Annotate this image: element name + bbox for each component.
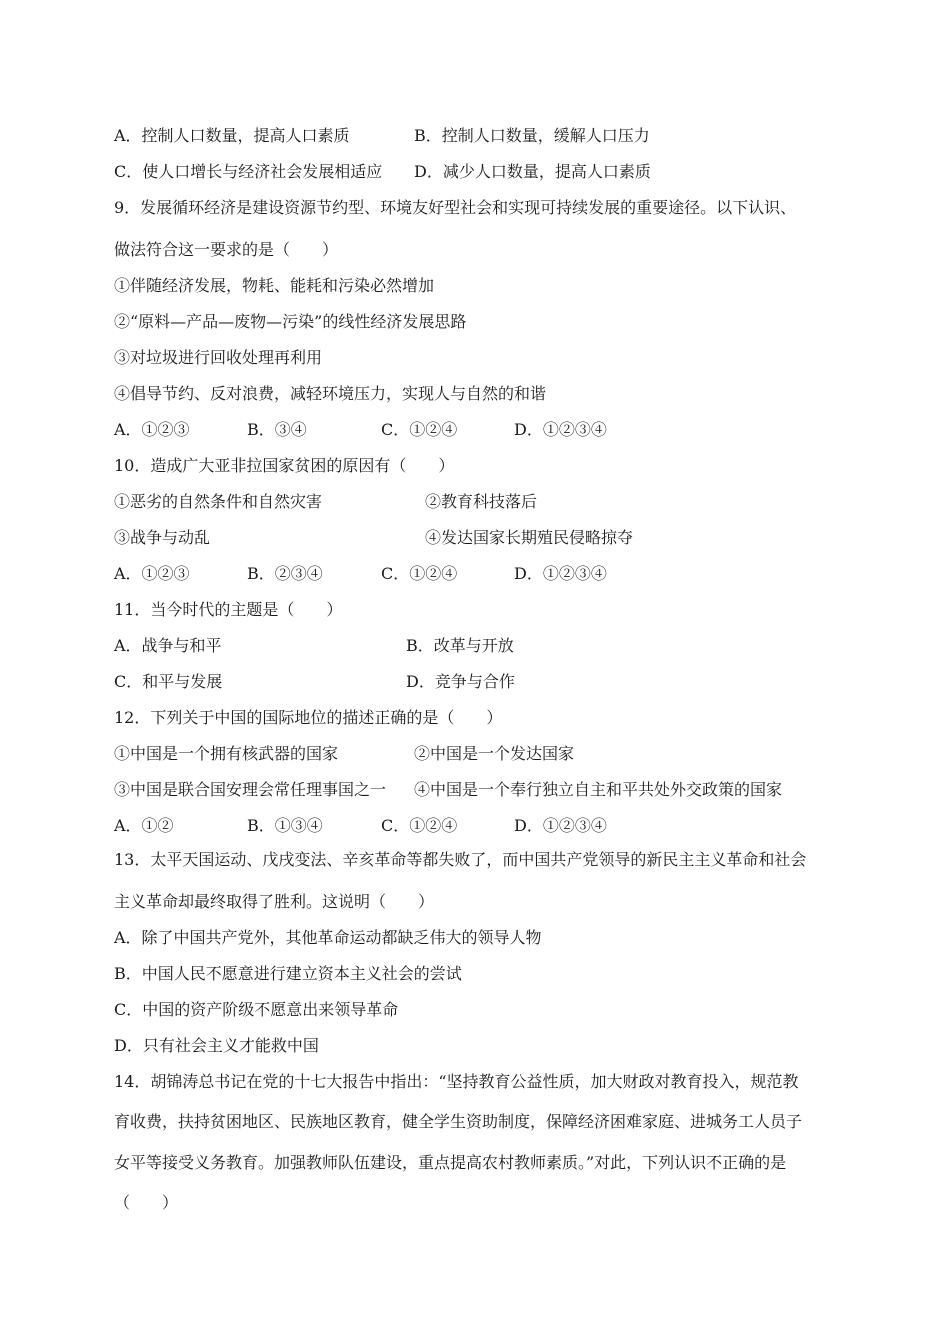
- q9-item-1: ①伴随经济发展，物耗、能耗和污染必然增加: [114, 276, 435, 295]
- q9-stem-line-1: 9．发展循环经济是建设资源节约型、环境友好型社会和实现可持续发展的重要途径。以下认识、: [114, 198, 797, 217]
- q10-option-b: B．②③④: [247, 564, 323, 583]
- q9-item-2: ②“原料—产品—废物—污染”的线性经济发展思路: [114, 312, 467, 331]
- q13-option-d: D．只有社会主义才能救中国: [114, 1036, 319, 1055]
- q11-option-d: D．竞争与合作: [406, 672, 515, 691]
- q14-stem-line-2: 育收费，扶持贫困地区、民族地区教育，健全学生资助制度，保障经济困难家庭、进城务工人员子: [114, 1112, 803, 1131]
- q10-item-2: ②教育科技落后: [425, 492, 538, 511]
- q13-stem-line-1: 13．太平天国运动、戊戌变法、辛亥革命等都失败了，而中国共产党领导的新民主主义革命和社会: [114, 850, 807, 869]
- q11-stem: 11．当今时代的主题是（ ）: [114, 600, 343, 619]
- q10-item-4: ④发达国家长期殖民侵略掠夺: [425, 528, 634, 547]
- q10-option-d: D．①②③④: [514, 564, 607, 583]
- q13-option-b: B．中国人民不愿意进行建立资本主义社会的尝试: [114, 964, 462, 983]
- q9-item-3: ③对垃圾进行回收处理再利用: [114, 348, 323, 367]
- q12-option-d: D．①②③④: [514, 816, 607, 835]
- q8-option-d: D．减少人口数量，提高人口素质: [414, 162, 651, 181]
- q12-option-c: C．①②④: [381, 816, 458, 835]
- q12-option-a: A．①②: [114, 816, 174, 835]
- q12-item-4: ④中国是一个奉行独立自主和平共处外交政策的国家: [414, 780, 783, 799]
- q12-item-1: ①中国是一个拥有核武器的国家: [114, 744, 339, 763]
- q12-stem: 12．下列关于中国的国际地位的描述正确的是（ ）: [114, 708, 503, 727]
- q14-stem-line-3: 女平等接受义务教育。加强教师队伍建设，重点提高农村教师素质。”对此，下列认识不正确的是: [114, 1153, 787, 1172]
- q8-option-c: C．使人口增长与经济社会发展相适应: [114, 162, 383, 181]
- q9-option-d: D．①②③④: [514, 420, 607, 439]
- q10-stem: 10．造成广大亚非拉国家贫困的原因有（ ）: [114, 456, 455, 475]
- q10-item-1: ①恶劣的自然条件和自然灾害: [114, 492, 323, 511]
- q11-option-b: B．改革与开放: [406, 636, 514, 655]
- q11-option-c: C．和平与发展: [114, 672, 223, 691]
- q13-stem-line-2: 主义革命却最终取得了胜利。这说明（ ）: [114, 892, 435, 911]
- q10-option-c: C．①②④: [381, 564, 458, 583]
- q12-item-3: ③中国是联合国安理会常任理事国之一: [114, 780, 387, 799]
- q8-option-b: B．控制人口数量，缓解人口压力: [414, 126, 650, 145]
- q13-option-a: A．除了中国共产党外，其他革命运动都缺乏伟大的领导人物: [114, 928, 542, 947]
- q9-option-b: B．③④: [247, 420, 307, 439]
- q10-item-3: ③战争与动乱: [114, 528, 211, 547]
- q12-item-2: ②中国是一个发达国家: [414, 744, 575, 763]
- q9-item-4: ④倡导节约、反对浪费，减轻环境压力，实现人与自然的和谐: [114, 384, 547, 403]
- q14-stem-line-1: 14．胡锦涛总书记在党的十七大报告中指出：“坚持教育公益性质，加大财政对教育投入，规范教: [114, 1072, 799, 1091]
- q14-stem-line-4: （ ）: [114, 1193, 179, 1212]
- q12-option-b: B．①③④: [247, 816, 323, 835]
- q8-option-a: A．控制人口数量，提高人口素质: [114, 126, 350, 145]
- q9-option-c: C．①②④: [381, 420, 458, 439]
- q13-option-c: C．中国的资产阶级不愿意出来领导革命: [114, 1000, 399, 1019]
- q10-option-a: A．①②③: [114, 564, 190, 583]
- q9-stem-line-2: 做法符合这一要求的是（ ）: [114, 240, 339, 259]
- q9-option-a: A．①②③: [114, 420, 190, 439]
- q11-option-a: A．战争与和平: [114, 636, 222, 655]
